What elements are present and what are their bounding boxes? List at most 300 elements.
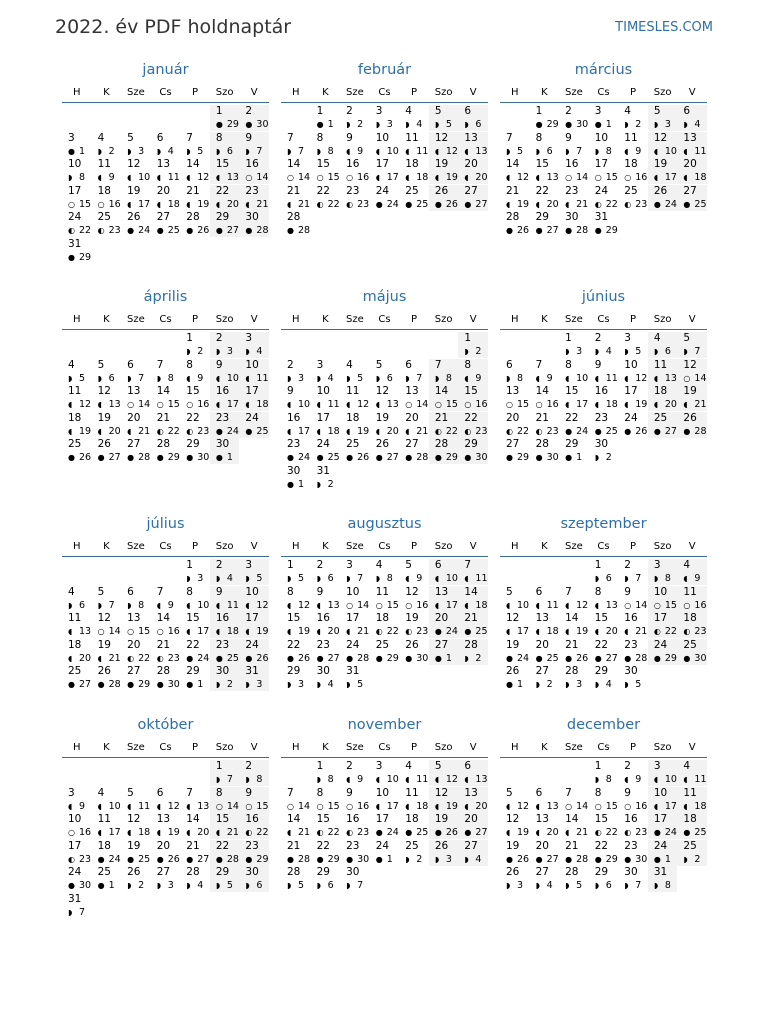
moon-phase-icon: ◐ <box>594 199 602 209</box>
moon-phase-icon: ● <box>434 199 442 209</box>
moon-phase-icon: ◖ <box>215 627 221 637</box>
moon-phase-icon: ○ <box>97 627 105 637</box>
day-cell <box>458 132 488 158</box>
day-number: 17 <box>594 158 609 171</box>
day-cell <box>559 840 589 866</box>
moon-day: ● 29 <box>215 119 239 130</box>
moon-phase-icon: ● <box>594 653 602 663</box>
day-cell <box>618 665 648 691</box>
day-cell <box>62 185 92 211</box>
day-cell <box>500 586 530 612</box>
day-cell <box>62 840 92 866</box>
moon-day: ○ 14 <box>565 800 589 812</box>
moon-phase-icon: ◖ <box>624 627 629 637</box>
day-cell <box>648 158 678 184</box>
moon-phase-icon: ● <box>127 680 135 690</box>
moon-day: ◖ 21 <box>624 626 648 638</box>
day-cell <box>648 813 678 839</box>
moon-day: ● 27 <box>535 225 559 237</box>
day-cell <box>239 412 269 438</box>
moon-day: ◖ 17 <box>375 800 399 812</box>
moon-day: ● 27 <box>594 652 618 664</box>
day-cell <box>210 787 240 813</box>
day-number: 28 <box>287 866 301 879</box>
moon-day: ◖ 11 <box>594 372 618 384</box>
weekday-label: K <box>103 87 110 98</box>
moon-phase-icon: ◐ <box>624 828 632 838</box>
moon-day: ◗ 4 <box>594 679 612 691</box>
moon-day: ● 24 <box>506 652 530 664</box>
moon-day: ◐ 23 <box>683 626 707 638</box>
moon-day: ◗ 6 <box>68 599 86 611</box>
day-cell <box>340 359 370 385</box>
day-number: 7 <box>287 131 294 144</box>
moon-phase-icon: ● <box>245 854 253 864</box>
day-number: 30 <box>624 866 638 879</box>
day-number: 12 <box>653 131 668 144</box>
day-number: 25 <box>683 839 697 852</box>
day-cell <box>399 385 429 411</box>
day-cell <box>589 158 619 184</box>
day-cell <box>92 132 122 158</box>
moon-phase-icon: ◗ <box>346 574 351 583</box>
day-number: 22 <box>287 638 301 651</box>
weekday-label: Sze <box>127 87 145 98</box>
moon-phase-icon: ◖ <box>624 146 629 156</box>
moon-phase-icon: ● <box>464 453 472 463</box>
moon-phase-icon: ◖ <box>186 801 191 811</box>
day-number: 8 <box>535 131 543 144</box>
day-number: 1 <box>215 105 223 117</box>
weekday-label: K <box>541 87 548 98</box>
moon-phase-icon: ◐ <box>464 426 472 436</box>
day-number: 23 <box>215 638 230 651</box>
moon-phase-icon: ◗ <box>434 854 440 864</box>
moon-phase-icon: ◖ <box>215 400 221 410</box>
day-cell <box>340 105 370 131</box>
day-number: 30 <box>287 465 301 477</box>
day-number: 4 <box>346 358 353 371</box>
moon-day: ◗ 4 <box>464 853 482 865</box>
day-number: 8 <box>316 131 324 144</box>
day-number: 7 <box>186 786 193 799</box>
day-cell <box>618 813 648 839</box>
moon-phase-icon: ◗ <box>215 680 221 690</box>
day-cell <box>648 132 678 158</box>
moon-day: ◖ 21 <box>97 652 121 664</box>
moon-phase-icon: ● <box>624 854 632 864</box>
day-cell <box>340 185 370 211</box>
moon-day: ◖ 17 <box>97 827 121 839</box>
weekday-label: Cs <box>159 314 172 325</box>
weekday-label: H <box>73 742 81 753</box>
moon-phase-icon: ◖ <box>127 801 132 811</box>
month-name: március <box>574 62 633 78</box>
moon-phase-icon: ◐ <box>68 226 75 236</box>
moon-day: ◖ 10 <box>434 573 458 584</box>
moon-phase-icon: ◖ <box>506 199 511 209</box>
page-title: 2022. év PDF holdnaptár <box>55 16 292 38</box>
moon-day: ● 30 <box>156 679 180 691</box>
moon-day: ● 29 <box>594 225 618 237</box>
moon-phase-icon: ○ <box>405 400 413 410</box>
moon-day: ◖ 21 <box>287 827 311 839</box>
day-cell <box>92 211 122 237</box>
day-cell <box>458 412 488 438</box>
day-cell <box>530 438 560 464</box>
weekday-label: P <box>192 314 199 325</box>
day-cell <box>399 586 429 612</box>
moon-phase-icon: ◗ <box>375 574 380 583</box>
day-cell <box>399 612 429 638</box>
moon-day: ◖ 21 <box>683 399 707 411</box>
day-cell <box>180 185 210 211</box>
day-number: 8 <box>594 786 602 799</box>
day-number: 8 <box>565 358 572 371</box>
moon-day: ◖ 10 <box>375 774 399 785</box>
moon-phase-icon: ◐ <box>434 426 442 436</box>
weekday-header <box>500 87 707 103</box>
day-cell <box>180 412 210 438</box>
day-number: 4 <box>68 585 75 598</box>
weekday-label: H <box>292 541 300 552</box>
day-number: 8 <box>287 585 294 598</box>
day-number: 13 <box>127 385 141 398</box>
moon-day: ● 24 <box>434 626 458 638</box>
day-cell <box>121 438 151 464</box>
moon-phase-icon: ◖ <box>375 400 380 410</box>
moon-phase-icon: ○ <box>127 400 135 410</box>
moon-day: ◖ 10 <box>127 172 151 184</box>
moon-phase-icon: ◖ <box>683 775 688 784</box>
day-cell <box>530 639 560 665</box>
day-cell <box>210 211 240 237</box>
moon-phase-icon: ◗ <box>464 347 469 356</box>
day-number: 16 <box>594 385 609 398</box>
day-cell <box>500 158 530 184</box>
moon-day: ◐ 22 <box>653 626 677 638</box>
day-cell <box>589 559 619 585</box>
moon-day: ◖ 21 <box>346 626 370 638</box>
day-number: 6 <box>434 559 442 571</box>
day-number: 5 <box>97 358 105 371</box>
day-number: 21 <box>186 839 200 852</box>
day-cell <box>559 385 589 411</box>
moon-day: ● 26 <box>186 225 210 237</box>
weekday-label: Cs <box>597 314 610 325</box>
day-number: 9 <box>346 786 353 799</box>
day-number: 1 <box>215 760 223 772</box>
day-number: 18 <box>405 813 419 826</box>
day-cell <box>151 787 181 813</box>
day-number: 2 <box>245 760 253 772</box>
moon-day: ● 27 <box>464 198 488 210</box>
day-cell <box>121 639 151 665</box>
moon-day: ◗ 2 <box>346 119 364 130</box>
moon-phase-icon: ● <box>316 453 324 463</box>
weekday-label: Szo <box>215 87 234 98</box>
day-number: 12 <box>97 612 111 625</box>
moon-day: ● 26 <box>434 827 458 839</box>
weekday-label: H <box>511 314 519 325</box>
moon-day: ◗ 5 <box>506 145 524 157</box>
moon-day: ◐ 23 <box>346 827 370 839</box>
day-cell <box>458 612 488 638</box>
weekday-label: Szo <box>215 314 234 325</box>
moon-phase-icon: ◖ <box>156 828 161 838</box>
day-cell <box>559 185 589 211</box>
day-number: 5 <box>127 786 134 799</box>
day-number: 16 <box>346 813 360 826</box>
day-number: 7 <box>535 358 543 371</box>
day-number: 10 <box>375 786 390 799</box>
moon-day: ● 25 <box>594 425 618 437</box>
day-cell <box>559 813 589 839</box>
moon-phase-icon: ● <box>683 426 691 436</box>
moon-phase-icon: ● <box>68 453 75 463</box>
moon-phase-icon: ● <box>565 426 573 436</box>
day-cell <box>648 359 678 385</box>
moon-phase-icon: ● <box>97 680 105 690</box>
day-cell <box>151 840 181 866</box>
day-cell <box>311 760 341 786</box>
day-number: 10 <box>245 585 259 598</box>
day-cell <box>458 559 488 585</box>
moon-phase-icon: ○ <box>156 627 164 637</box>
moon-day: ◖ 18 <box>316 425 340 437</box>
moon-phase-icon: ◗ <box>405 373 410 383</box>
moon-phase-icon: ○ <box>156 400 164 410</box>
moon-day: ◖ 19 <box>287 626 311 638</box>
moon-day: ● 1 <box>316 119 334 130</box>
moon-day: ● 26 <box>624 425 648 437</box>
moon-phase-icon: ● <box>375 453 383 463</box>
day-cell <box>210 760 240 786</box>
day-number: 16 <box>245 158 259 171</box>
moon-day: ● 24 <box>215 425 239 437</box>
day-number: 12 <box>97 385 111 398</box>
moon-day: ● 30 <box>346 853 370 865</box>
day-number: 8 <box>594 585 602 598</box>
moon-day: ◖ 9 <box>683 573 701 584</box>
weekday-label: P <box>192 87 199 98</box>
moon-phase-icon: ● <box>186 226 194 236</box>
moon-day: ◖ 19 <box>346 425 370 437</box>
moon-day: ● 1 <box>565 452 583 464</box>
weekday-label: K <box>541 541 548 552</box>
day-number: 6 <box>405 358 412 371</box>
moon-day: ○ 15 <box>594 172 618 184</box>
day-cell <box>399 760 429 786</box>
day-number: 18 <box>68 411 82 424</box>
day-number: 10 <box>316 385 330 398</box>
weekday-label: Szo <box>215 541 234 552</box>
day-cell <box>92 438 122 464</box>
moon-phase-icon: ○ <box>287 173 294 183</box>
day-cell <box>530 132 560 158</box>
day-number: 9 <box>316 585 324 598</box>
day-number: 10 <box>375 131 390 144</box>
moon-day: ○ 15 <box>316 800 340 812</box>
day-number: 20 <box>127 411 141 424</box>
moon-phase-icon: ● <box>245 226 253 236</box>
day-number: 30 <box>594 438 609 451</box>
moon-phase-icon: ◗ <box>186 881 191 891</box>
moon-day: ● 28 <box>683 425 707 437</box>
day-number: 13 <box>156 813 171 826</box>
day-number: 7 <box>565 786 572 799</box>
moon-phase-icon: ◖ <box>464 146 469 156</box>
moon-day: ◖ 11 <box>405 774 429 785</box>
day-cell <box>429 840 459 866</box>
day-number: 13 <box>127 612 141 625</box>
moon-day: ◗ 8 <box>316 774 334 785</box>
day-cell <box>559 158 589 184</box>
moon-day: ◗ 3 <box>565 346 583 357</box>
moon-phase-icon: ● <box>405 453 413 463</box>
day-number: 3 <box>594 105 602 117</box>
moon-day: ● 26 <box>506 225 530 237</box>
moon-phase-icon: ● <box>97 854 105 864</box>
moon-phase-icon: ● <box>287 226 294 236</box>
day-cell <box>648 612 678 638</box>
weekday-label: Sze <box>565 314 583 325</box>
moon-phase-icon: ◖ <box>683 173 688 183</box>
moon-day: ◗ 2 <box>186 346 204 357</box>
day-number: 15 <box>565 385 579 398</box>
moon-day: ◗ 3 <box>127 145 145 157</box>
day-cell <box>618 866 648 892</box>
moon-phase-icon: ◗ <box>97 146 102 156</box>
moon-phase-icon: ◗ <box>245 881 250 891</box>
moon-day: ◖ 11 <box>215 599 239 611</box>
day-cell <box>648 639 678 665</box>
day-number: 8 <box>186 585 193 598</box>
day-number: 19 <box>683 385 697 398</box>
day-cell <box>530 185 560 211</box>
moon-day: ◗ 5 <box>565 880 583 892</box>
moon-day: ◗ 5 <box>346 372 364 384</box>
moon-day: ● 27 <box>316 652 340 664</box>
moon-phase-icon: ● <box>68 881 75 891</box>
day-number: 29 <box>215 866 230 879</box>
site-link[interactable]: TIMESLES.COM <box>615 20 713 35</box>
moon-day: ◐ 23 <box>97 225 121 237</box>
day-cell <box>648 332 678 358</box>
day-cell <box>589 760 619 786</box>
moon-phase-icon: ● <box>215 453 223 463</box>
moon-phase-icon: ◖ <box>215 199 221 209</box>
day-cell <box>458 760 488 786</box>
moon-phase-icon: ○ <box>506 400 513 410</box>
moon-phase-icon: ● <box>186 453 194 463</box>
moon-day: ◗ 6 <box>316 880 334 892</box>
day-number: 18 <box>683 612 697 625</box>
day-number: 16 <box>346 158 360 171</box>
moon-phase-icon: ● <box>434 828 442 838</box>
moon-phase-icon: ◖ <box>683 400 688 410</box>
day-cell <box>530 211 560 237</box>
moon-phase-icon: ◖ <box>375 426 380 436</box>
day-number: 17 <box>624 385 638 398</box>
weekday-label: V <box>250 541 258 552</box>
moon-day: ● 1 <box>375 853 393 865</box>
moon-day: ◗ 6 <box>97 372 115 384</box>
moon-day: ◗ 7 <box>624 880 642 892</box>
day-cell <box>151 612 181 638</box>
moon-day: ○ 15 <box>594 800 618 812</box>
weekday-label: Cs <box>159 742 172 753</box>
day-cell <box>239 760 269 786</box>
day-number: 25 <box>624 184 638 197</box>
day-number: 16 <box>624 612 638 625</box>
day-number: 1 <box>316 760 324 772</box>
moon-day: ○ 16 <box>97 198 121 210</box>
day-cell <box>239 866 269 892</box>
moon-day: ◖ 20 <box>464 172 488 184</box>
day-cell <box>239 132 269 158</box>
day-number: 17 <box>245 612 259 625</box>
moon-phase-icon: ○ <box>405 600 413 610</box>
moon-phase-icon: ○ <box>565 173 573 183</box>
moon-day: ◖ 20 <box>535 198 559 210</box>
day-cell <box>429 185 459 211</box>
day-cell <box>239 559 269 585</box>
day-cell <box>677 332 707 358</box>
moon-phase-icon: ◖ <box>346 146 351 156</box>
day-cell <box>62 238 92 264</box>
weekday-label: Cs <box>597 541 610 552</box>
moon-phase-icon: ◗ <box>565 146 570 156</box>
moon-phase-icon: ◖ <box>127 828 132 838</box>
moon-phase-icon: ○ <box>594 801 602 811</box>
weekday-label: P <box>411 314 418 325</box>
moon-day: ◗ 7 <box>127 372 145 384</box>
day-cell <box>210 332 240 358</box>
moon-phase-icon: ◖ <box>506 600 511 610</box>
day-number: 31 <box>653 866 668 879</box>
day-cell <box>500 665 530 691</box>
day-cell <box>180 665 210 691</box>
day-number: 31 <box>316 465 330 477</box>
day-cell <box>648 866 678 892</box>
day-number: 21 <box>535 411 549 424</box>
day-cell <box>370 559 400 585</box>
moon-day: ◗ 7 <box>287 145 305 157</box>
weekday-label: Cs <box>378 87 391 98</box>
moon-phase-icon: ◖ <box>156 600 161 610</box>
moon-phase-icon: ◗ <box>375 120 380 129</box>
day-number: 22 <box>565 411 579 424</box>
day-cell <box>311 465 341 491</box>
day-number: 22 <box>186 638 200 651</box>
moon-day: ◗ 8 <box>156 372 174 384</box>
day-cell <box>281 132 311 158</box>
day-cell <box>500 612 530 638</box>
weekday-label: Szo <box>653 87 672 98</box>
moon-day: ○ 14 <box>245 172 269 184</box>
moon-day: ◖ 18 <box>215 626 239 638</box>
moon-phase-icon: ◖ <box>535 600 540 610</box>
moon-phase-icon: ◖ <box>434 801 440 811</box>
day-number: 2 <box>624 559 631 571</box>
moon-day: ◐ 23 <box>624 198 648 210</box>
day-number: 12 <box>506 612 520 625</box>
day-number: 27 <box>434 638 449 651</box>
moon-phase-icon: ● <box>287 453 294 463</box>
day-number: 28 <box>434 438 449 451</box>
moon-day: ● 28 <box>245 225 269 237</box>
